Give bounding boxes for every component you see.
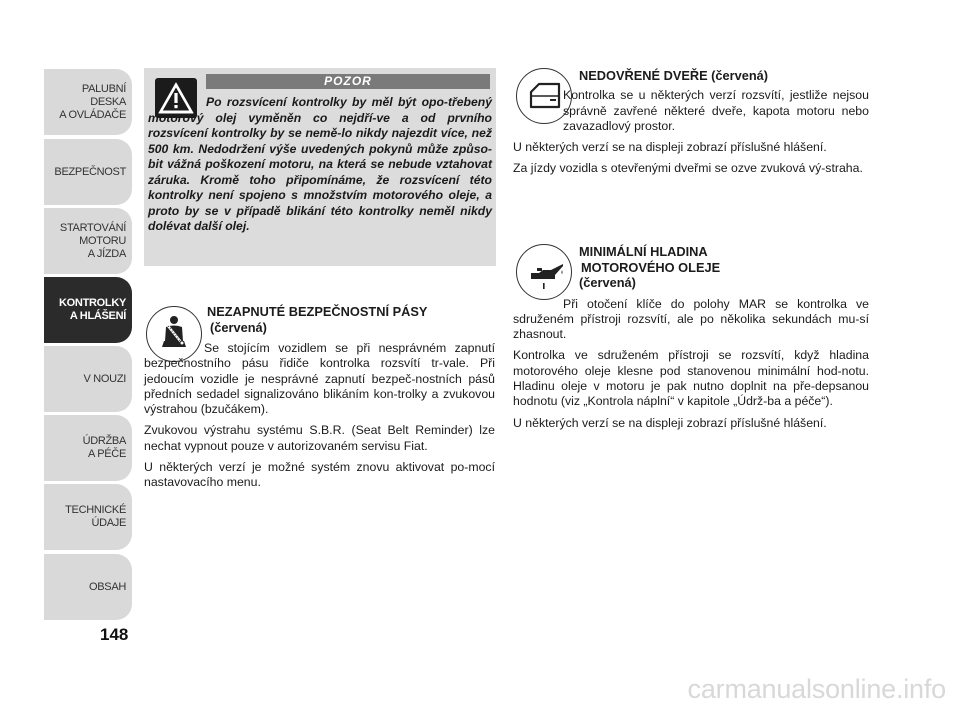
watermark: carmanualsonline.info — [687, 674, 946, 704]
oil-title-line1: MINIMÁLNÍ HLADINA — [579, 244, 708, 259]
warning-box — [144, 68, 496, 266]
doors-paragraph-2: U některých verzí se na displeji zobrazí příslušné hlášení. — [513, 140, 827, 155]
oil-color: (červená) — [579, 275, 636, 290]
oil-section — [513, 244, 869, 437]
tab-kontrolky[interactable]: KONTROLKY A HLÁŠENÍ — [44, 277, 132, 343]
doors-title: NEDOVŘENÉ DVEŘE — [579, 68, 708, 83]
doors-section — [513, 68, 869, 183]
seatbelt-title: NEZAPNUTÉ BEZPEČNOSTNÍ PÁSY — [207, 304, 428, 319]
oil-title-line2: MOTOROVÉHO OLEJE — [581, 259, 721, 275]
doors-color: (červená) — [711, 68, 769, 83]
seatbelt-paragraph-3: U některých verzí je možné systém znovu aktivovat po-mocí nastavovacího menu. — [144, 460, 495, 490]
tab-bezpecnost[interactable]: BEZPEČNOST — [44, 139, 132, 205]
warning-text: Po rozsvícení kontrolky by měl být opo-třebený motorový olej vyměněn co nejdří-ve a od prvního rozsvícení kontrolky by se nemě-lo nikdy najezdit více, než 500 km. Nedodržení výše uvedených pokynů může způso-bit vážná poškození motoru, na která se nebude vztahovat záruka. Kromě toho připomínáme, že rozsvícení této kontrolky není spojeno s množstvím motorového oleje, a proto by se v případě blikání této kontrolky neměl nikdy dolévat další olej. — [148, 95, 492, 233]
tab-palubni-deska[interactable]: PALUBNÍ DESKA A OVLÁDAČE — [44, 69, 132, 135]
tab-technicke[interactable]: TECHNICKÉ ÚDAJE — [44, 484, 132, 550]
doors-paragraph-1: Kontrolka se u některých verzí rozsvítí, jestliže nejsou správně zavřené některé dveře, kapota motoru nebo zavazadlový prostor. — [563, 88, 869, 133]
oil-paragraph-3: U některých verzí se na displeji zobrazí příslušné hlášení. — [513, 415, 827, 430]
tab-obsah[interactable]: OBSAH — [44, 554, 132, 620]
seatbelt-color: (červená) — [210, 319, 267, 335]
seatbelt-section — [144, 304, 495, 497]
tab-startovani[interactable]: STARTOVÁNÍ MOTORU A JÍZDA — [44, 208, 132, 274]
warning-header: POZOR — [206, 74, 490, 89]
tab-udrzba[interactable]: ÚDRŽBA A PÉČE — [44, 415, 132, 481]
doors-title-row — [513, 68, 869, 84]
page-number: 148 — [100, 625, 129, 644]
tab-v-nouzi[interactable]: V NOUZI — [44, 346, 132, 412]
oil-paragraph-1: Při otočení klíče do polohy MAR se kontrolka ve sdruženém přístroji rozsvítí, ale po několika sekundách mu-sí zhasnout. — [513, 296, 869, 342]
seatbelt-paragraph-2: Zvukovou výstrahu systému S.B.R. (Seat Belt Reminder) lze nechat vypnout pouze v autorizovaném servisu Fiat. — [144, 423, 495, 453]
doors-paragraph-3: Za jízdy vozidla s otevřenými dveřmi se ozve zvuková vý-straha. — [513, 161, 863, 176]
oil-paragraph-2: Kontrolka ve sdruženém přístroji se rozsvítí, když hladina motorového oleje klesne pod stanovenou minimální hod-notu. Hladinu oleje v motoru je pak nutno doplnit na pře-depsanou hodnotu (viz „Kontrola náplní“ v kapitole „Údrž-ba a péče“). — [513, 348, 869, 409]
seatbelt-paragraph-1: Se stojícím vozidlem se při nesprávném zapnutí bezpečnostního pásu řidiče kontrolka rozsvítí tr-vale. Při jedoucím vozidle je nesprávné zapnutí bezpeč-nostních pásů předních sedadel signalizováno blikáním kon-trolky a zvukovou výstrahou (bzučákem). — [144, 341, 495, 417]
